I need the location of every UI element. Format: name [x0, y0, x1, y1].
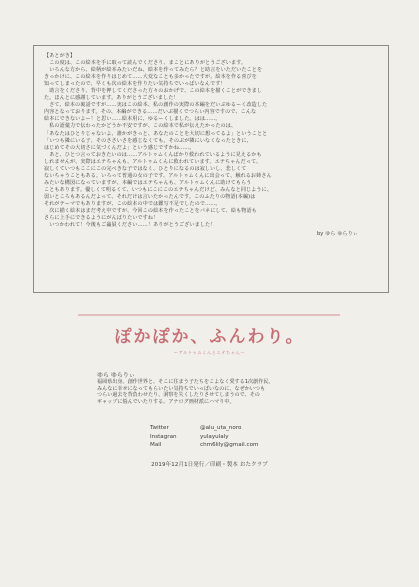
book-subtitle: 〜アルトゥムくんとエテちゃん〜: [173, 350, 246, 355]
contact-mail: [150, 441, 258, 450]
afterword-box: [33, 45, 389, 293]
contact-label: Twitter: [150, 425, 169, 431]
book-title-block: [0, 327, 419, 356]
contact-list: [150, 424, 258, 450]
contact-value: @alu_uta_noro: [200, 425, 242, 431]
afterword-heading: 【あとがき】: [44, 53, 76, 59]
author-name: ゆら ゆらりぃ: [97, 372, 135, 379]
contact-value: chm6lily@gmail.com: [200, 442, 259, 449]
afterword-signature: by ゆら ゆらりぃ: [316, 231, 358, 238]
decorative-divider: [78, 313, 340, 317]
contact-label: Mail: [150, 442, 162, 449]
author-bio: 福岡県出身。創作世界と、そこに住まう子たちをこよなく愛する1次創作民。 みんなに幸せになってもらいたい気持ちでいっぱいなのに、なぜかいつも つらい過去を背負わせたり、洞察を失くしたりさせてしまうので、その ギャップに悩んでいたりする。アナログ画材派にハマり中。: [97, 379, 274, 406]
contact-twitter: [150, 424, 258, 433]
contact-instagram: [150, 433, 258, 442]
afterword-body: この度は、この絵本を手に取って読んでくださり、まことにありがとうございます。 いろんな方から、絵柄が絵本みたいだね、絵本を作ってみたら？と助言をいただいたことを きっかけに、この絵本を作りはじめて……大変なことも多かったですが、絵本を作る喜びを 知ってしまったので、早くも次の絵本を作りたい気持ちでいっぱいなんです！ 助言をくださり、背中を押してくださった方々のおかげで、この絵本を描くことができまし た。ほんとに感謝しています。ありがとうございました！ さて、絵本の裏話ですが……実はこの絵本、私の創作の実際の本編をだいぶゆるーく改造した 内容となっております。その、本編ができる……だいぶ描くでつらい内容ですので、こんな 絵本にできないよー！と思い……絵本用に、ゆるーくしました。はは……。 私の語彙力で伝わったかどうか不安ですが、この絵本で私が伝えたかったのは、 「あなたはひとりじゃないよ、誰かがきっと、あなたのことを大切に想ってるよ」ということと 「いつも隣にいる子、そのささいさを感じなくても、そのぶが隣にいなくなったときに、 はじめてその大切さに気づくんだよ」という感じですかね……。 あと、ひとつ言っておきたいのは……アルトゥムくんばかり救われているように見えるかも しれませんが、実際はエテちゃんも、アルトゥムくんに救われています。エテちゃんだって、 寂しくていつもここにこの完べきな子ではなく、ひとりになるのは寂しいし、悲しくて ないちゃうこともある。いろって普通の女の子です。アルトゥムくんに出会って、触れるお姉さん みたいな構図になっていますが、本編ではエテちゃんも、アルトゥムくんに助けてもらう こともあります。優しくて明るくて、いつもにこにこのエテちゃんだけど、みんなと同じように、 弱いところもあるんだよって、それだけは言いたかったんです。このふたりの物語(本編)は それがテーマでもありますが、この絵本の中では鑑写不足でしたので……。 次に描く絵本はまだ考え中ですが、今回この絵本を作ったことをバネにして、絵も物語も さらに上手にできるようにがんばりたいですね！ いつかわれて！今後もご贔屓ください……！ありがとうございました！: [44, 60, 273, 229]
contact-value: yulayulaly: [200, 433, 229, 440]
colophon: 2019年12月1日発行／印刷・製本 おたクラブ: [151, 462, 268, 468]
book-title: ぽかぽか、ふんわり。: [114, 327, 305, 347]
contact-label: Instagran: [150, 433, 177, 440]
